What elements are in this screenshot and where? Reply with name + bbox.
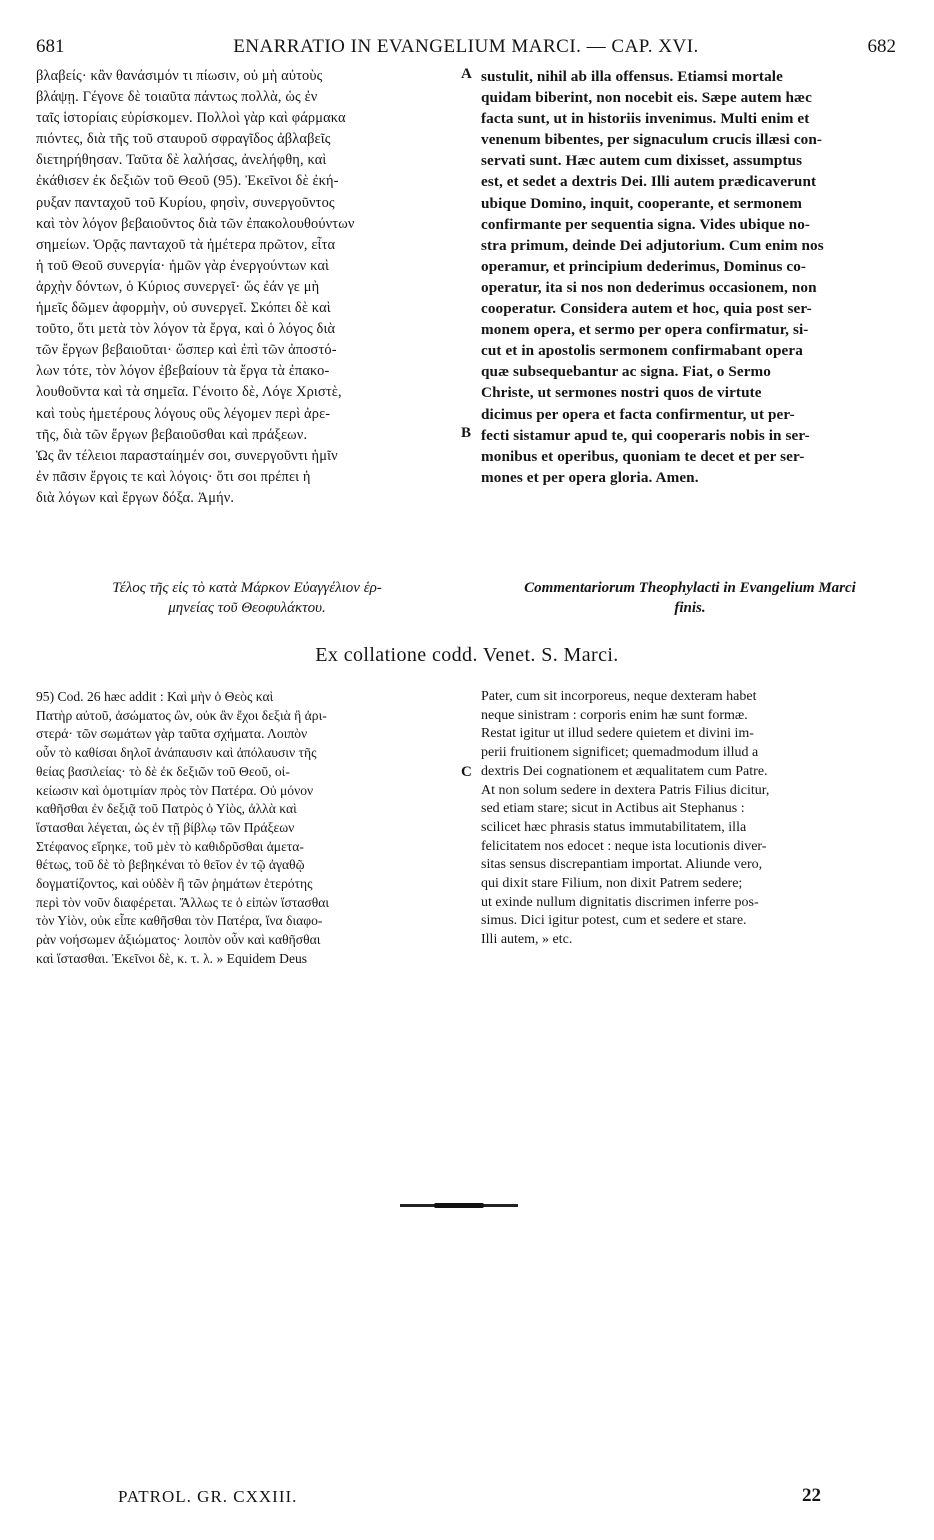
greek-text-line: βλάψῃ. Γέγονε δὲ τοιαῦτα πάντως πολλὰ, ὡς ἐν [36, 89, 318, 106]
greek-text-line: λουθοῦντα καὶ τὰ σημεῖα. Γένοιτο δὲ, Λόγε Χριστὲ, [36, 384, 342, 401]
collation-heading: Ex collatione codd. Venet. S. Marci. [315, 644, 619, 666]
latin-text-line: est, et sedet a dextris Dei. Illi autem prædicaverunt [481, 173, 817, 191]
latin-text-line: mones et per opera gloria. Amen. [481, 468, 699, 486]
footnote-latin-line: simus. Dici igitur potest, cum et sedere et stare. [481, 913, 747, 929]
greek-text-line: λων τότε, τὸν λόγον ἐβεβαίουν τὰ ἔργα τὰ ἐπακο- [36, 363, 330, 380]
greek-text-line: πιόντες, διὰ τῆς τοῦ σταυροῦ σφραγῖδος ἀβλαβεῖς [36, 131, 331, 148]
latin-text-line: operatur, ita si nos non dederimus occasionem, non [481, 278, 817, 296]
latin-text-line: confirmante per sequentia signa. Vides ubique no- [481, 215, 811, 233]
latin-text-line: dicimus per opera et facta confirmentur, ut per- [481, 405, 795, 423]
greek-text-line: σημείων. Ὁρᾷς πανταχοῦ τὰ ἡμέτερα πρῶτον, εἶτα [36, 236, 336, 253]
running-header [36, 36, 896, 62]
footnote-latin-line: sitas sensus discrepantiam importat. Aliunde vero, [481, 857, 763, 873]
footnote-greek-line: δογματίζοντος, καὶ οὐδὲν ἢ τῶν ῥημάτων ἑτερότης [36, 876, 313, 892]
latin-text-line: fecti sistamur apud te, qui cooperaris nobis in ser- [481, 426, 810, 444]
greek-text-line: τῆς, διὰ τῶν ἔργων βεβαιοῦσθαι καὶ πράξεων. [36, 426, 308, 443]
latin-text-line: facta sunt, ut in historiis invenimus. Multi enim et [481, 110, 810, 128]
latin-text-line: stra primum, deinde Dei adjutorium. Cum enim nos [481, 236, 824, 254]
footnote-greek-line: καὶ ἵστασθαι. Ἐκεῖνοι δὲ, κ. τ. λ. » Equidem Deus [36, 950, 308, 966]
greek-colophon [36, 578, 458, 618]
greek-text-line: βλαβείς· κἂν θανάσιμόν τι πίωσιν, οὐ μὴ αὐτοὺς [36, 68, 323, 84]
greek-text-line: ἡμεῖς δῶμεν ἀφορμὴν, οὐ συνεργεῖ. Σκόπει δὲ καὶ [36, 300, 331, 317]
latin-text-column [481, 66, 899, 488]
greek-text-line: καὶ τὸν λόγον βεβαιοῦντος διὰ τῶν ἐπακολουθούντων [36, 215, 355, 232]
margin-marker-c: C [461, 764, 472, 780]
footnote-latin-line: ut exinde nullum dignitatis discrimen inferre pos- [481, 894, 759, 910]
latin-text-line: servati sunt. Hæc autem cum dixisset, assumptus [481, 152, 803, 170]
running-title: ENARRATIO IN EVANGELIUM MARCI. — CAP. XVI. [233, 36, 699, 57]
footnote-greek-line: καθῆσθαι ἐν δεξιᾷ τοῦ Πατρὸς ὁ Υἱὸς, ἀλλὰ καὶ [36, 801, 297, 817]
greek-text-line: ταῖς ἱστορίαις εὑρίσκομεν. Πολλοὶ γὰρ καὶ φάρμακα [36, 110, 346, 127]
footnote-greek [36, 688, 458, 969]
margin-marker-a: A [461, 66, 472, 82]
latin-text-line: venenum bibentes, per signaculum crucis illæsi con- [481, 131, 823, 149]
footnote-latin-line: perii fruitionem significet; quemadmodum illud a [481, 745, 759, 761]
footnote-latin-line: Illi autem, » etc. [481, 932, 573, 948]
footnote-latin [481, 688, 899, 950]
footnote-latin-line: sed etiam stare; sicut in Actibus ait Stephanus : [481, 801, 745, 817]
greek-text-line: ἡ τοῦ Θεοῦ συνεργία· ἡμῶν γὰρ ἐνεργούντων καὶ [36, 257, 330, 274]
greek-text-line: τῶν ἔργων βεβαιοῦται· ὥσπερ καὶ ἐπὶ τῶν ἀποστό- [36, 342, 337, 359]
greek-text-line: διὰ λόγων καὶ ἔργων δόξα. Ἀμήν. [36, 489, 235, 506]
greek-text-line: ρυξαν πανταχοῦ τοῦ Κυρίου, φησὶν, συνεργοῦντος [36, 194, 335, 211]
footer-signature: 22 [802, 1485, 821, 1506]
footnote-greek-line: στερά· τῶν σωμάτων γὰρ ταῦτα σχήματα. Λοιπὸν [36, 726, 308, 742]
footnote-greek-line: οὖν τὸ καθίσαι δηλοῖ ἀνάπαυσιν καὶ ἀπόλαυσιν τῆς [36, 745, 317, 761]
page-number-right: 682 [867, 36, 896, 57]
latin-text-line: Christe, ut sermones nostri quos de virtute [481, 384, 762, 402]
latin-text-line: monem opera, et sermo per opera confirmatur, si- [481, 321, 809, 339]
latin-colophon-line: Commentariorum Theophylacti in Evangelium Marci [524, 580, 856, 596]
latin-text-line: quidam biberint, non nocebit eis. Sæpe autem hæc [481, 89, 812, 107]
latin-text-line: monibus et operibus, quoniam te decet et per ser- [481, 447, 805, 465]
latin-colophon [481, 578, 899, 618]
greek-text-line: ἐκάθισεν ἐκ δεξιῶν τοῦ Θεοῦ (95). Ἐκεῖνοι δὲ ἐκή- [36, 173, 339, 190]
footnote-greek-line: τὸν Υἱὸν, οὐκ εἶπε καθῆσθαι τὸν Πατέρα, ἵνα διαφο- [36, 913, 323, 929]
latin-text-line: ubique Domino, inquit, cooperante, et sermonem [481, 194, 803, 212]
greek-text-line: ἀρχὴν δόντων, ὁ Κύριος συνεργεῖ· ὥς ἐάν γε μὴ [36, 278, 320, 295]
footnote-latin-line: Restat igitur ut illud sedere quietem et divini im- [481, 726, 754, 742]
footnote-greek-line: Στέφανος εἴρηκε, τοῦ μὲν τὸ καθιδρῦσθαι ἀμετα- [36, 838, 304, 854]
greek-text-line: διετηρήθησαν. Ταῦτα δὲ λαλήσας, ἀνελήφθη, καὶ [36, 152, 327, 169]
footnote-latin-line: At non solum sedere in dextera Patris Filius dicitur, [481, 782, 770, 798]
footnote-latin-line: dextris Dei cognationem et æqualitatem cum Patre. [481, 763, 768, 779]
footnote-greek-line: ρὰν νοήσωμεν ἀξιώματος· λοιπὸν οὖν καὶ καθῆσθαι [36, 932, 321, 948]
footnote-greek-line: 95) Cod. 26 hæc addit : Καὶ μὴν ὁ Θεὸς καὶ [36, 689, 274, 704]
latin-text-line: cut et in apostolis sermonem confirmabant opera [481, 342, 803, 360]
greek-text-line: Ὡς ἂν τέλειοι παρασταίημέν σοι, συνεργοῦντι ἡμῖν [36, 447, 338, 464]
greek-text-line: καὶ τοὺς ἡμετέρους λόγους οὓς λέγομεν περὶ ἀρε- [36, 405, 331, 422]
greek-text-line: ἐν πᾶσιν ἔργοις τε καὶ λόγοις· ὅτι σοι πρέπει ἡ [36, 468, 311, 485]
footnote-latin-line: neque sinistram : corporis enim hæ sunt formæ. [481, 707, 748, 723]
footnote-greek-line: κείωσιν καὶ ὁμοτιμίαν πρὸς τὸν Πατέρα. Οὐ μόνον [36, 782, 314, 798]
greek-text-column [36, 66, 458, 509]
footnote-greek-line: Πατὴρ αὐτοῦ, ἀσώματος ὢν, οὐκ ἂν ἔχοι δεξιὰ ἢ ἀρι- [36, 707, 327, 723]
ornamental-rule [400, 1204, 518, 1207]
greek-colophon-line: μηνείας τοῦ Θεοφυλάκτου. [168, 600, 326, 616]
footnote-greek-line: θέτως, τοῦ δὲ τὸ βεβηκέναι τὸ θεῖον ἐν τῷ ἀγαθῷ [36, 857, 305, 873]
margin-marker-b: B [461, 425, 472, 441]
page-number-left: 681 [36, 36, 65, 57]
footnote-latin-line: Pater, cum sit incorporeus, neque dexteram habet [481, 689, 757, 704]
greek-text-line: τοῦτο, ὅτι μετὰ τὸν λόγον τὰ ἔργα, καὶ ὁ λόγος διὰ [36, 321, 336, 338]
footnote-latin-line: qui dixit stare Filium, non dixit Patrem sedere; [481, 876, 743, 892]
latin-text-line: quæ subsequebantur ac signa. Fiat, o Sermo [481, 363, 771, 381]
latin-colophon-line: finis. [674, 600, 706, 616]
footnote-greek-line: ἵστασθαι λέγεται, ὡς ἐν τῇ βίβλῳ τῶν Πράξεων [36, 819, 295, 835]
footnote-greek-line: θείας βασιλείας· τὸ δὲ ἐκ δεξιῶν τοῦ Θεοῦ, οἰ- [36, 763, 290, 779]
latin-text-line: sustulit, nihil ab illa offensus. Etiamsi mortale [481, 68, 783, 85]
latin-text-line: operamur, et principium dederimus, Dominus co- [481, 257, 807, 275]
latin-text-line: cooperatur. Considera autem et hoc, quia post ser- [481, 300, 812, 318]
footnote-latin-line: scilicet hæc phrasis status immutabilitatem, illa [481, 819, 747, 835]
footnote-latin-line: felicitatem nos edocet : neque ista locutionis diver- [481, 838, 767, 854]
footnote-greek-line: περὶ τὸν νοῦν διαφέρεται. Ἄλλως τε ὁ εἰπὼν ἵστασθαι [36, 894, 330, 910]
greek-colophon-line: Τέλος τῆς εἰς τὸ κατὰ Μάρκον Εὐαγγέλιον ἑρ- [112, 580, 382, 596]
footer-volume: PATROL. GR. CXXIII. [118, 1487, 298, 1506]
